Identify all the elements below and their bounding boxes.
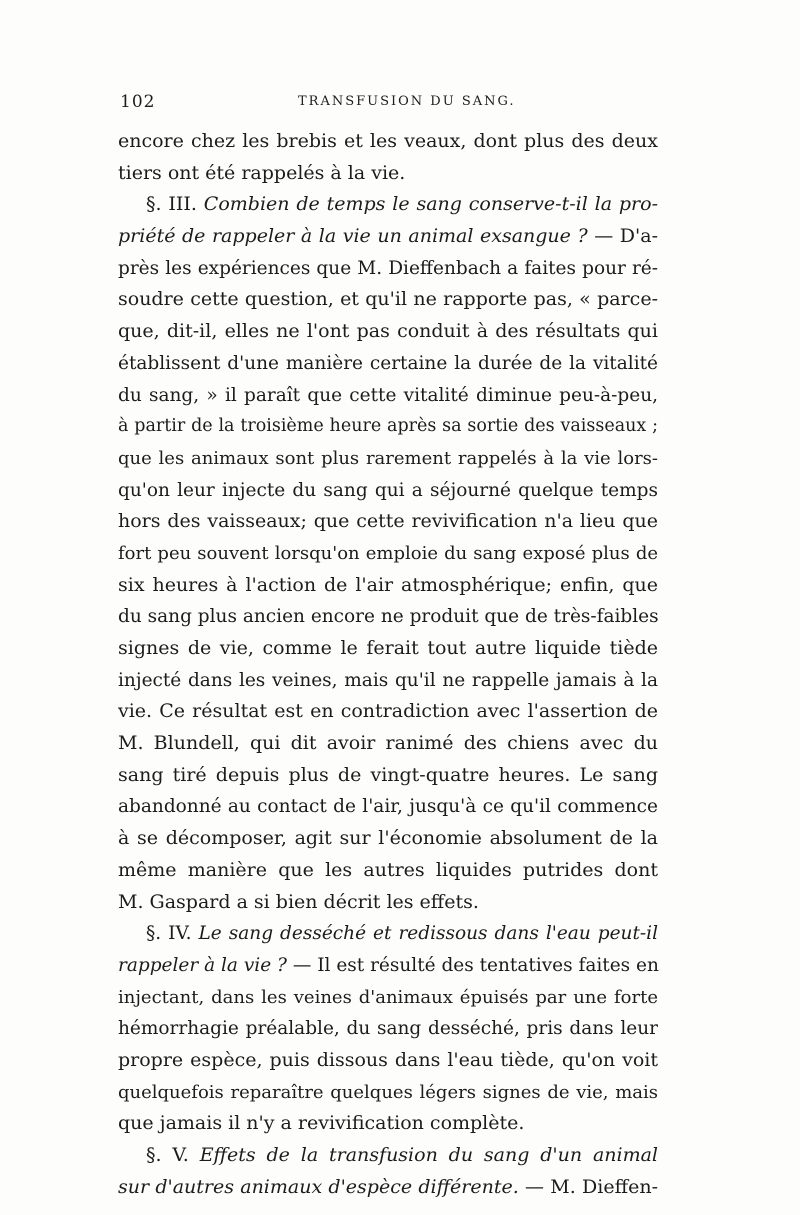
text-line	[118, 158, 658, 190]
text-line	[118, 538, 658, 570]
line-text: soudre cette question, et qu'il ne rapporte pas, « parce-	[118, 288, 658, 311]
text-line	[118, 1172, 658, 1204]
text-line	[118, 918, 658, 950]
line-text: — M. Dieffen-	[518, 1175, 658, 1198]
text-line	[118, 601, 658, 633]
line-text: fort peu souvent lorsqu'on emploie du sang exposé plus de	[118, 542, 658, 564]
text-line	[118, 443, 658, 475]
line-text: injecté dans les veines, mais qu'il ne rappelle jamais à la	[118, 669, 658, 691]
text-line	[118, 411, 658, 443]
italic-heading-text: Combien de temps le sang conserve-t-il la pro-	[203, 193, 658, 216]
text-line	[118, 728, 658, 760]
body-text	[118, 126, 658, 1203]
line-text: à se décomposer, agit sur l'économie absolument de la	[118, 827, 658, 850]
text-line	[118, 570, 658, 602]
text-line	[118, 475, 658, 507]
text-line	[118, 982, 658, 1014]
line-text: que, dit-il, elles ne l'ont pas conduit à des résultats qui	[118, 320, 658, 343]
line-text: que jamais il n'y a revivification complète.	[118, 1112, 525, 1135]
text-line	[118, 665, 658, 697]
line-text: hors des vaisseaux; que cette revivification n'a lieu que	[118, 510, 658, 533]
line-text: M. Gaspard a si bien décrit les effets.	[118, 890, 479, 913]
text-line	[118, 760, 658, 792]
text-line	[118, 791, 658, 823]
line-text: vie. Ce résultat est en contradiction avec l'assertion de	[118, 700, 658, 723]
text-line	[118, 1108, 658, 1140]
text-line	[118, 1077, 658, 1109]
page-header	[120, 88, 655, 116]
text-line	[118, 506, 658, 538]
italic-heading-text: sur d'autres animaux d'espèce différente.	[118, 1175, 519, 1198]
line-text: qu'on leur injecte du sang qui a séjourné quelque temps	[118, 479, 658, 501]
text-line	[118, 316, 658, 348]
text-line	[118, 1140, 658, 1172]
line-text: que les animaux sont plus rarement rappelés à la vie lors-	[118, 447, 658, 469]
line-text: M. Blundell, qui dit avoir ranimé des chiens avec du	[118, 732, 658, 755]
line-text: §. III.	[146, 193, 204, 216]
italic-heading-text: rappeler à la vie ?	[118, 954, 287, 976]
line-text: établissent d'une manière certaine la durée de la vitalité	[118, 352, 658, 374]
line-text: abandonné au contact de l'air, jusqu'à ce qu'il commence	[118, 796, 658, 818]
italic-heading-text: priété de rappeler à la vie un animal exsangue ?	[118, 225, 588, 248]
line-text: six heures à l'action de l'air atmosphérique; enfin, que	[118, 573, 658, 596]
line-text: hémorrhagie préalable, du sang desséché, pris dans leur	[118, 1018, 658, 1040]
line-text: sang tiré depuis plus de vingt-quatre heures. Le sang	[118, 763, 658, 786]
line-text: §. IV.	[146, 923, 199, 945]
italic-heading-text: Effets de la transfusion du sang d'un animal	[199, 1144, 659, 1166]
text-line	[118, 189, 658, 221]
running-head: TRANSFUSION DU SANG.	[298, 94, 516, 109]
text-line	[118, 284, 658, 316]
line-text: propre espèce, puis dissous dans l'eau tiède, qu'on voit	[118, 1048, 658, 1071]
text-line	[118, 221, 658, 253]
line-text: même manière que les autres liquides putrides dont	[118, 858, 658, 881]
text-line	[118, 696, 658, 728]
text-line	[118, 1013, 658, 1045]
line-text: quelquefois reparaître quelques légers signes de vie, mais	[118, 1081, 658, 1103]
line-text: tiers ont été rappelés à la vie.	[118, 161, 406, 184]
text-line	[118, 633, 658, 665]
text-line	[118, 1045, 658, 1077]
italic-heading-text: Le sang desséché et redissous dans l'eau peut-il	[198, 923, 658, 945]
text-line	[118, 950, 658, 982]
line-text: — Il est résulté des tentatives faites en	[286, 954, 659, 976]
text-line	[118, 855, 658, 887]
line-text: du sang, » il paraît que cette vitalité diminue peu-à-peu,	[118, 384, 658, 406]
text-line	[118, 348, 658, 380]
line-text: signes de vie, comme le ferait tout autre liquide tiède	[118, 637, 658, 659]
page-number: 102	[120, 92, 156, 112]
line-text: injectant, dans les veines d'animaux épuisés par une forte	[118, 986, 658, 1008]
line-text: près les expériences que M. Dieffenbach a faites pour ré-	[118, 257, 658, 279]
line-text: du sang plus ancien encore ne produit que de très-faibles	[118, 606, 659, 628]
line-text: §. V.	[146, 1144, 200, 1166]
text-line	[118, 823, 658, 855]
text-line	[118, 380, 658, 412]
line-text: — D'a-	[587, 225, 658, 248]
text-line	[118, 126, 658, 158]
line-text: encore chez les brebis et les veaux, dont plus des deux	[118, 130, 658, 152]
line-text: à partir de la troisième heure après sa sortie des vaisseaux ;	[118, 416, 658, 437]
text-line	[118, 253, 658, 285]
text-line	[118, 887, 658, 919]
